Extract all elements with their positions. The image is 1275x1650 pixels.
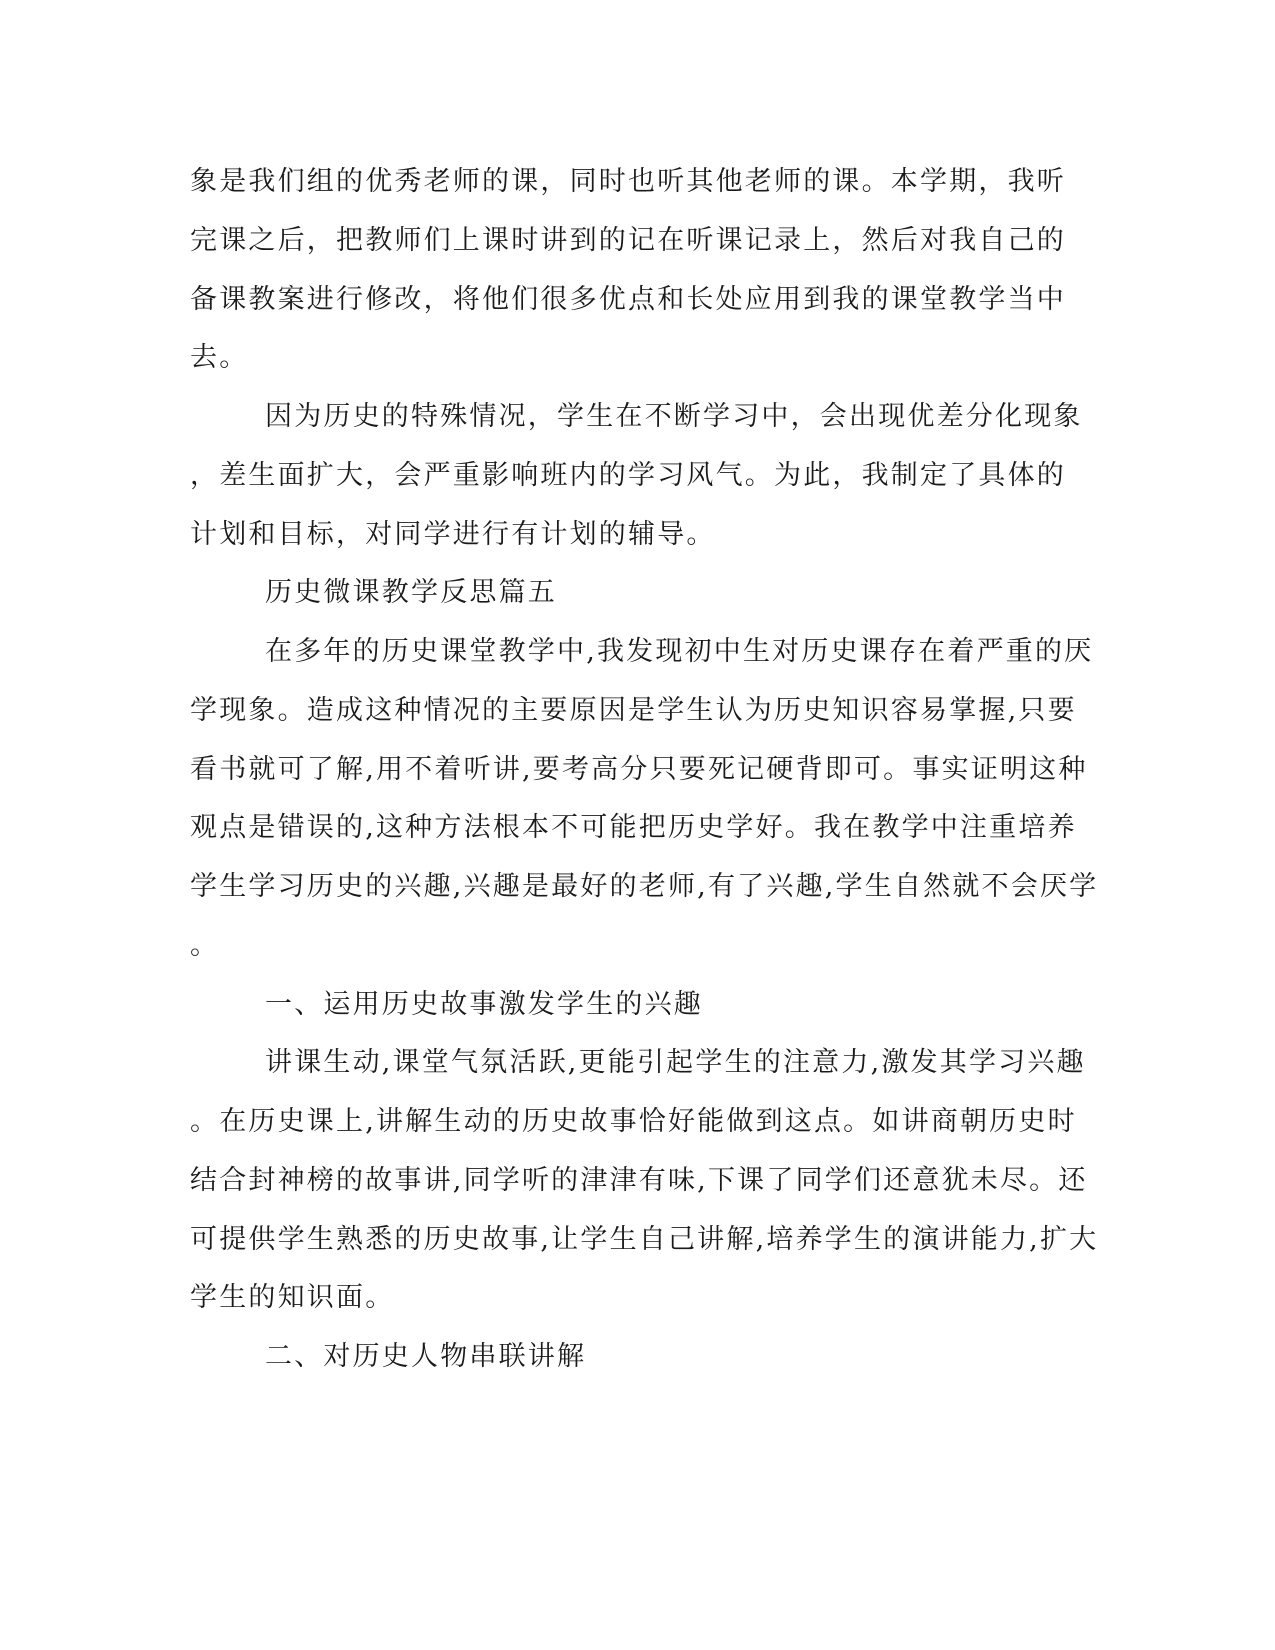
section-heading: 二、对历史人物串联讲解 bbox=[265, 1341, 587, 1372]
text-line: 计划和目标，对同学进行有计划的辅导。 bbox=[190, 519, 716, 550]
text-line: 完课之后，把教师们上课时讲到的记在听课记录上，然后对我自己的 bbox=[190, 225, 1066, 256]
text-line: ，差生面扩大，会严重影响班内的学习风气。为此，我制定了具体的 bbox=[190, 460, 1066, 491]
text-line: 可提供学生熟悉的历史故事,让学生自己讲解,培养学生的演讲能力,扩大 bbox=[190, 1224, 1099, 1255]
section-heading: 历史微课教学反思篇五 bbox=[265, 577, 557, 608]
text-line: 看书就可了解,用不着听讲,要考高分只要死记硬背即可。事实证明这种 bbox=[190, 754, 1088, 785]
text-line: 象是我们组的优秀老师的课，同时也听其他老师的课。本学期，我听 bbox=[190, 166, 1066, 197]
text-line: 。 bbox=[190, 930, 220, 961]
text-line: 因为历史的特殊情况，学生在不断学习中，会出现优差分化现象 bbox=[265, 401, 1083, 432]
text-line: 学生学习历史的兴趣,兴趣是最好的老师,有了兴趣,学生自然就不会厌学 bbox=[190, 871, 1099, 902]
section-heading: 一、运用历史故事激发学生的兴趣 bbox=[265, 989, 703, 1020]
text-line: 观点是错误的,这种方法根本不可能把历史学好。我在教学中注重培养 bbox=[190, 812, 1077, 843]
text-line: 。在历史课上,讲解生动的历史故事恰好能做到这点。如讲商朝历史时 bbox=[190, 1106, 1077, 1137]
text-line: 学现象。造成这种情况的主要原因是学生认为历史知识容易掌握,只要 bbox=[190, 695, 1077, 726]
text-line: 去。 bbox=[190, 342, 249, 373]
text-line: 学生的知识面。 bbox=[190, 1282, 395, 1313]
text-line: 结合封神榜的故事讲,同学听的津津有味,下课了同学们还意犹未尽。还 bbox=[190, 1165, 1088, 1196]
text-line: 讲课生动,课堂气氛活跃,更能引起学生的注意力,激发其学习兴趣 bbox=[265, 1047, 1086, 1078]
text-line: 备课教案进行修改，将他们很多优点和长处应用到我的课堂教学当中 bbox=[190, 284, 1066, 315]
text-line: 在多年的历史课堂教学中,我发现初中生对历史课存在着严重的厌 bbox=[265, 636, 1094, 667]
